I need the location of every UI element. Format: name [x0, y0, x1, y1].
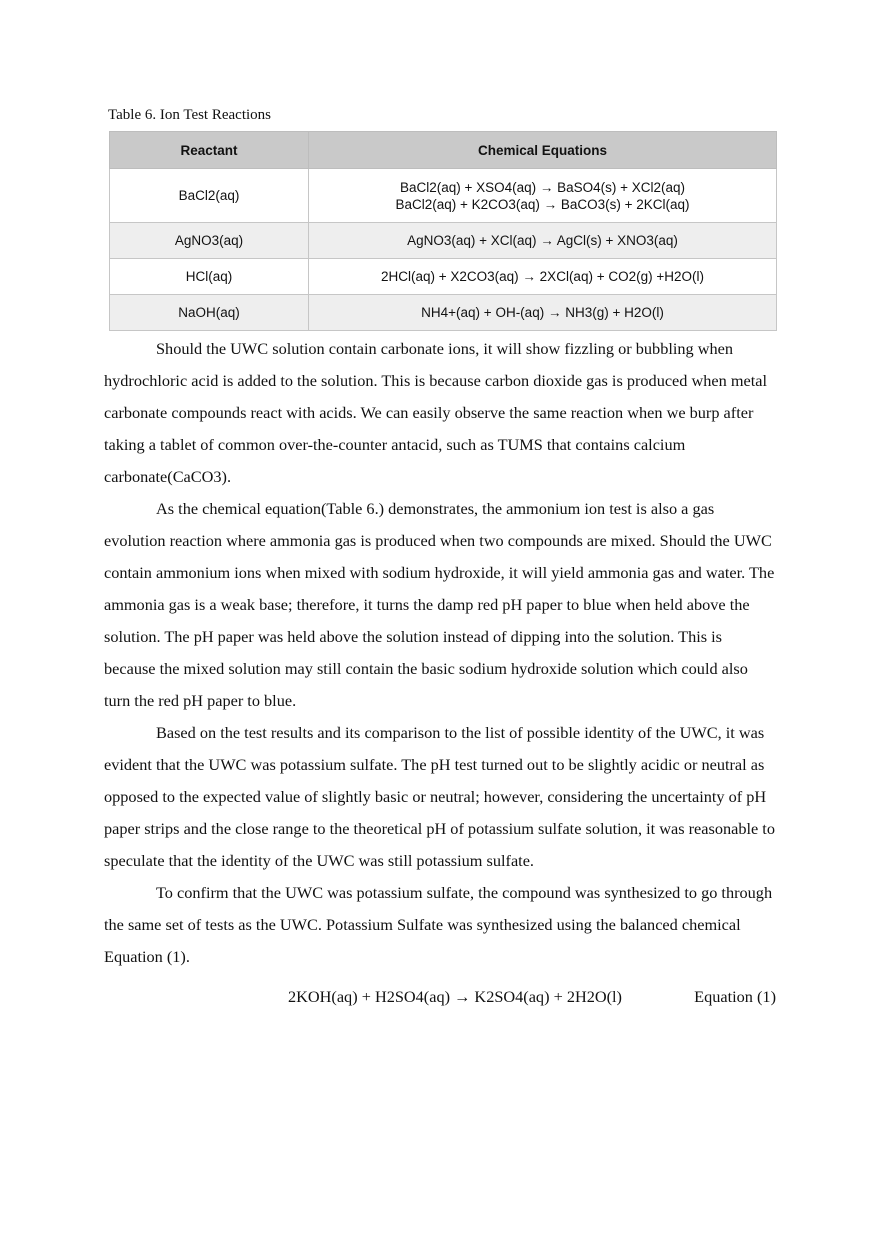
equation-naoh: NH4+(aq) + OH-(aq) → NH3(g) + H2O(l): [421, 305, 664, 320]
reactant-cell: [110, 259, 309, 295]
header-reactant: Reactant: [110, 132, 309, 169]
equation-label: Equation (1): [694, 987, 776, 1006]
equation-cell: [309, 295, 777, 331]
table-caption: Table 6. Ion Test Reactions: [108, 107, 272, 123]
reactant-naoh: NaOH(aq): [178, 305, 240, 320]
paragraph-synthesis: To confirm that the UWC was potassium sulfate, the compound was synthesized to go through the same set of tests as the UWC. Potassium Sulfate was synthesized using the balanced chemical Equation (1).: [104, 883, 773, 966]
equation-cell: [309, 169, 777, 223]
equation-cell: [309, 223, 777, 259]
reactant-hcl: HCl(aq): [185, 269, 233, 284]
reactant-cell: [110, 295, 309, 331]
ion-test-table: [109, 131, 777, 331]
equation-block: [104, 987, 776, 1017]
table-row: [110, 259, 777, 295]
reactant-agno3: AgNO3(aq): [174, 233, 244, 248]
equation-formula: 2KOH(aq) + H2SO4(aq) → K2SO4(aq) + 2H2O(l): [288, 987, 622, 1006]
reactant-bacl2: BaCl2(aq): [178, 188, 240, 203]
table-header-row: [110, 132, 777, 169]
equation-hcl: 2HCl(aq) + X2CO3(aq) → 2XCl(aq) + CO2(g) +H2O(l): [381, 269, 704, 284]
paragraph-identity: Based on the test results and its comparison to the list of possible identity of the UWC, it was evident that the UWC was potassium sulfate. The pH test turned out to be slightly acidic or neutral as opposed to the expected value of slightly basic or neutral; however, considering the uncertainty of pH paper strips and the close range to the theoretical pH of potassium sulfate solution, it was reasonable to speculate that the identity of the UWC was still potassium sulfate.: [104, 723, 775, 870]
table-row: [110, 223, 777, 259]
paragraph-carbonate: Should the UWC solution contain carbonate ions, it will show fizzling or bubbling when hydrochloric acid is added to the solution. This is because carbon dioxide gas is produced when metal carbonate compounds react with acids. We can easily observe the same reaction when we burp after taking a tablet of common over-the-counter antacid, such as TUMS that contains calcium carbonate(CaCO3).: [104, 339, 767, 486]
equation-agno3: AgNO3(aq) + XCl(aq) → AgCl(s) + XNO3(aq): [407, 233, 678, 248]
table-row: [110, 169, 777, 223]
table-row: [110, 295, 777, 331]
equation-bacl2-sulfate: BaCl2(aq) + XSO4(aq) → BaSO4(s) + XCl2(aq): [399, 179, 686, 195]
equation-bacl2-carbonate: BaCl2(aq) + K2CO3(aq) → BaCO3(s) + 2KCl(aq): [395, 196, 690, 212]
reactant-cell: [110, 223, 309, 259]
reactant-cell: [110, 169, 309, 223]
equation-cell: [309, 259, 777, 295]
header-chemical-equations: Chemical Equations: [309, 132, 777, 169]
paragraph-ammonium: As the chemical equation(Table 6.) demonstrates, the ammonium ion test is also a gas evolution reaction where ammonia gas is produced when two compounds are mixed. Should the UWC contain ammonium ions when mixed with sodium hydroxide, it will yield ammonia gas and water. The ammonia gas is a weak base; therefore, it turns the damp red pH paper to blue when held above the solution. The pH paper was held above the solution instead of dipping into the solution. This is because the mixed solution may still contain the basic sodium hydroxide solution which could also turn the red pH paper to blue.: [104, 499, 775, 710]
